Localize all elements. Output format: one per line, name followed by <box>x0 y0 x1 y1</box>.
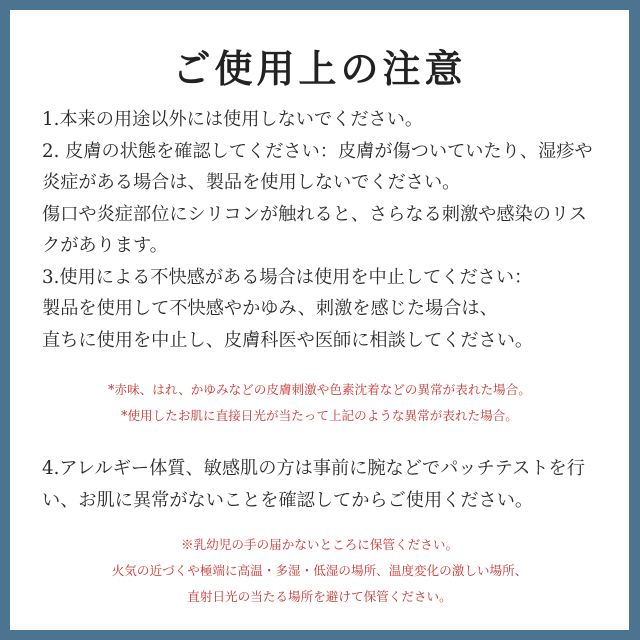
instruction-line: 4.アレルギー体質、敏感肌の方は事前に腕などでパッチテストを行 <box>42 458 585 479</box>
page-title: ご使用上の注意 <box>172 47 467 91</box>
instruction-line: 1.本来の用途以外には使用しないでください。 <box>42 109 424 130</box>
instruction-line: 炎症がある場合は、製品を使用しないでください。 <box>42 172 461 193</box>
instruction-line: 直ちに使用を中止し、皮膚科医や医師に相談してください。 <box>42 329 534 351</box>
instruction-line: 傷口や炎症部位にシリコンが触れると、さらなる刺激や感染のリス <box>42 203 587 225</box>
patch-test-block <box>42 453 616 516</box>
storage-note: 直射日光の当たる場所を避けて保管ください。 <box>187 589 452 604</box>
warning-note: *赤味、はれ、かゆみなどの皮膚刺激や色素沈着などの異常が表れた場合。 <box>108 382 531 397</box>
notice-card <box>10 10 629 630</box>
storage-notes <box>10 532 629 610</box>
warning-notes <box>10 377 629 429</box>
storage-note: 火気の近づくや極端に高温・多湿・低湿の場所、温度変化の激しい場所、 <box>111 563 528 578</box>
storage-note: ※乳幼児の手の届かないところに保管ください。 <box>180 537 459 552</box>
instruction-line: クがあります。 <box>42 235 168 256</box>
instruction-line: い、お肌に異常がないことを確認してからご使用ください。 <box>42 489 534 511</box>
instruction-line: 製品を使用して不快感やかゆみ、刺激を感じた場合は、 <box>42 298 498 319</box>
instruction-line: 3.使用による不快感がある場合は使用を中止してください： <box>42 266 533 288</box>
instructions-block <box>42 104 616 356</box>
instruction-line: 2. 皮膚の状態を確認してください：皮膚が傷ついていたり、湿疹や <box>42 140 593 162</box>
warning-note: *使用したお肌に直接日光が当たって上記のような異常が表れた場合。 <box>121 408 518 423</box>
